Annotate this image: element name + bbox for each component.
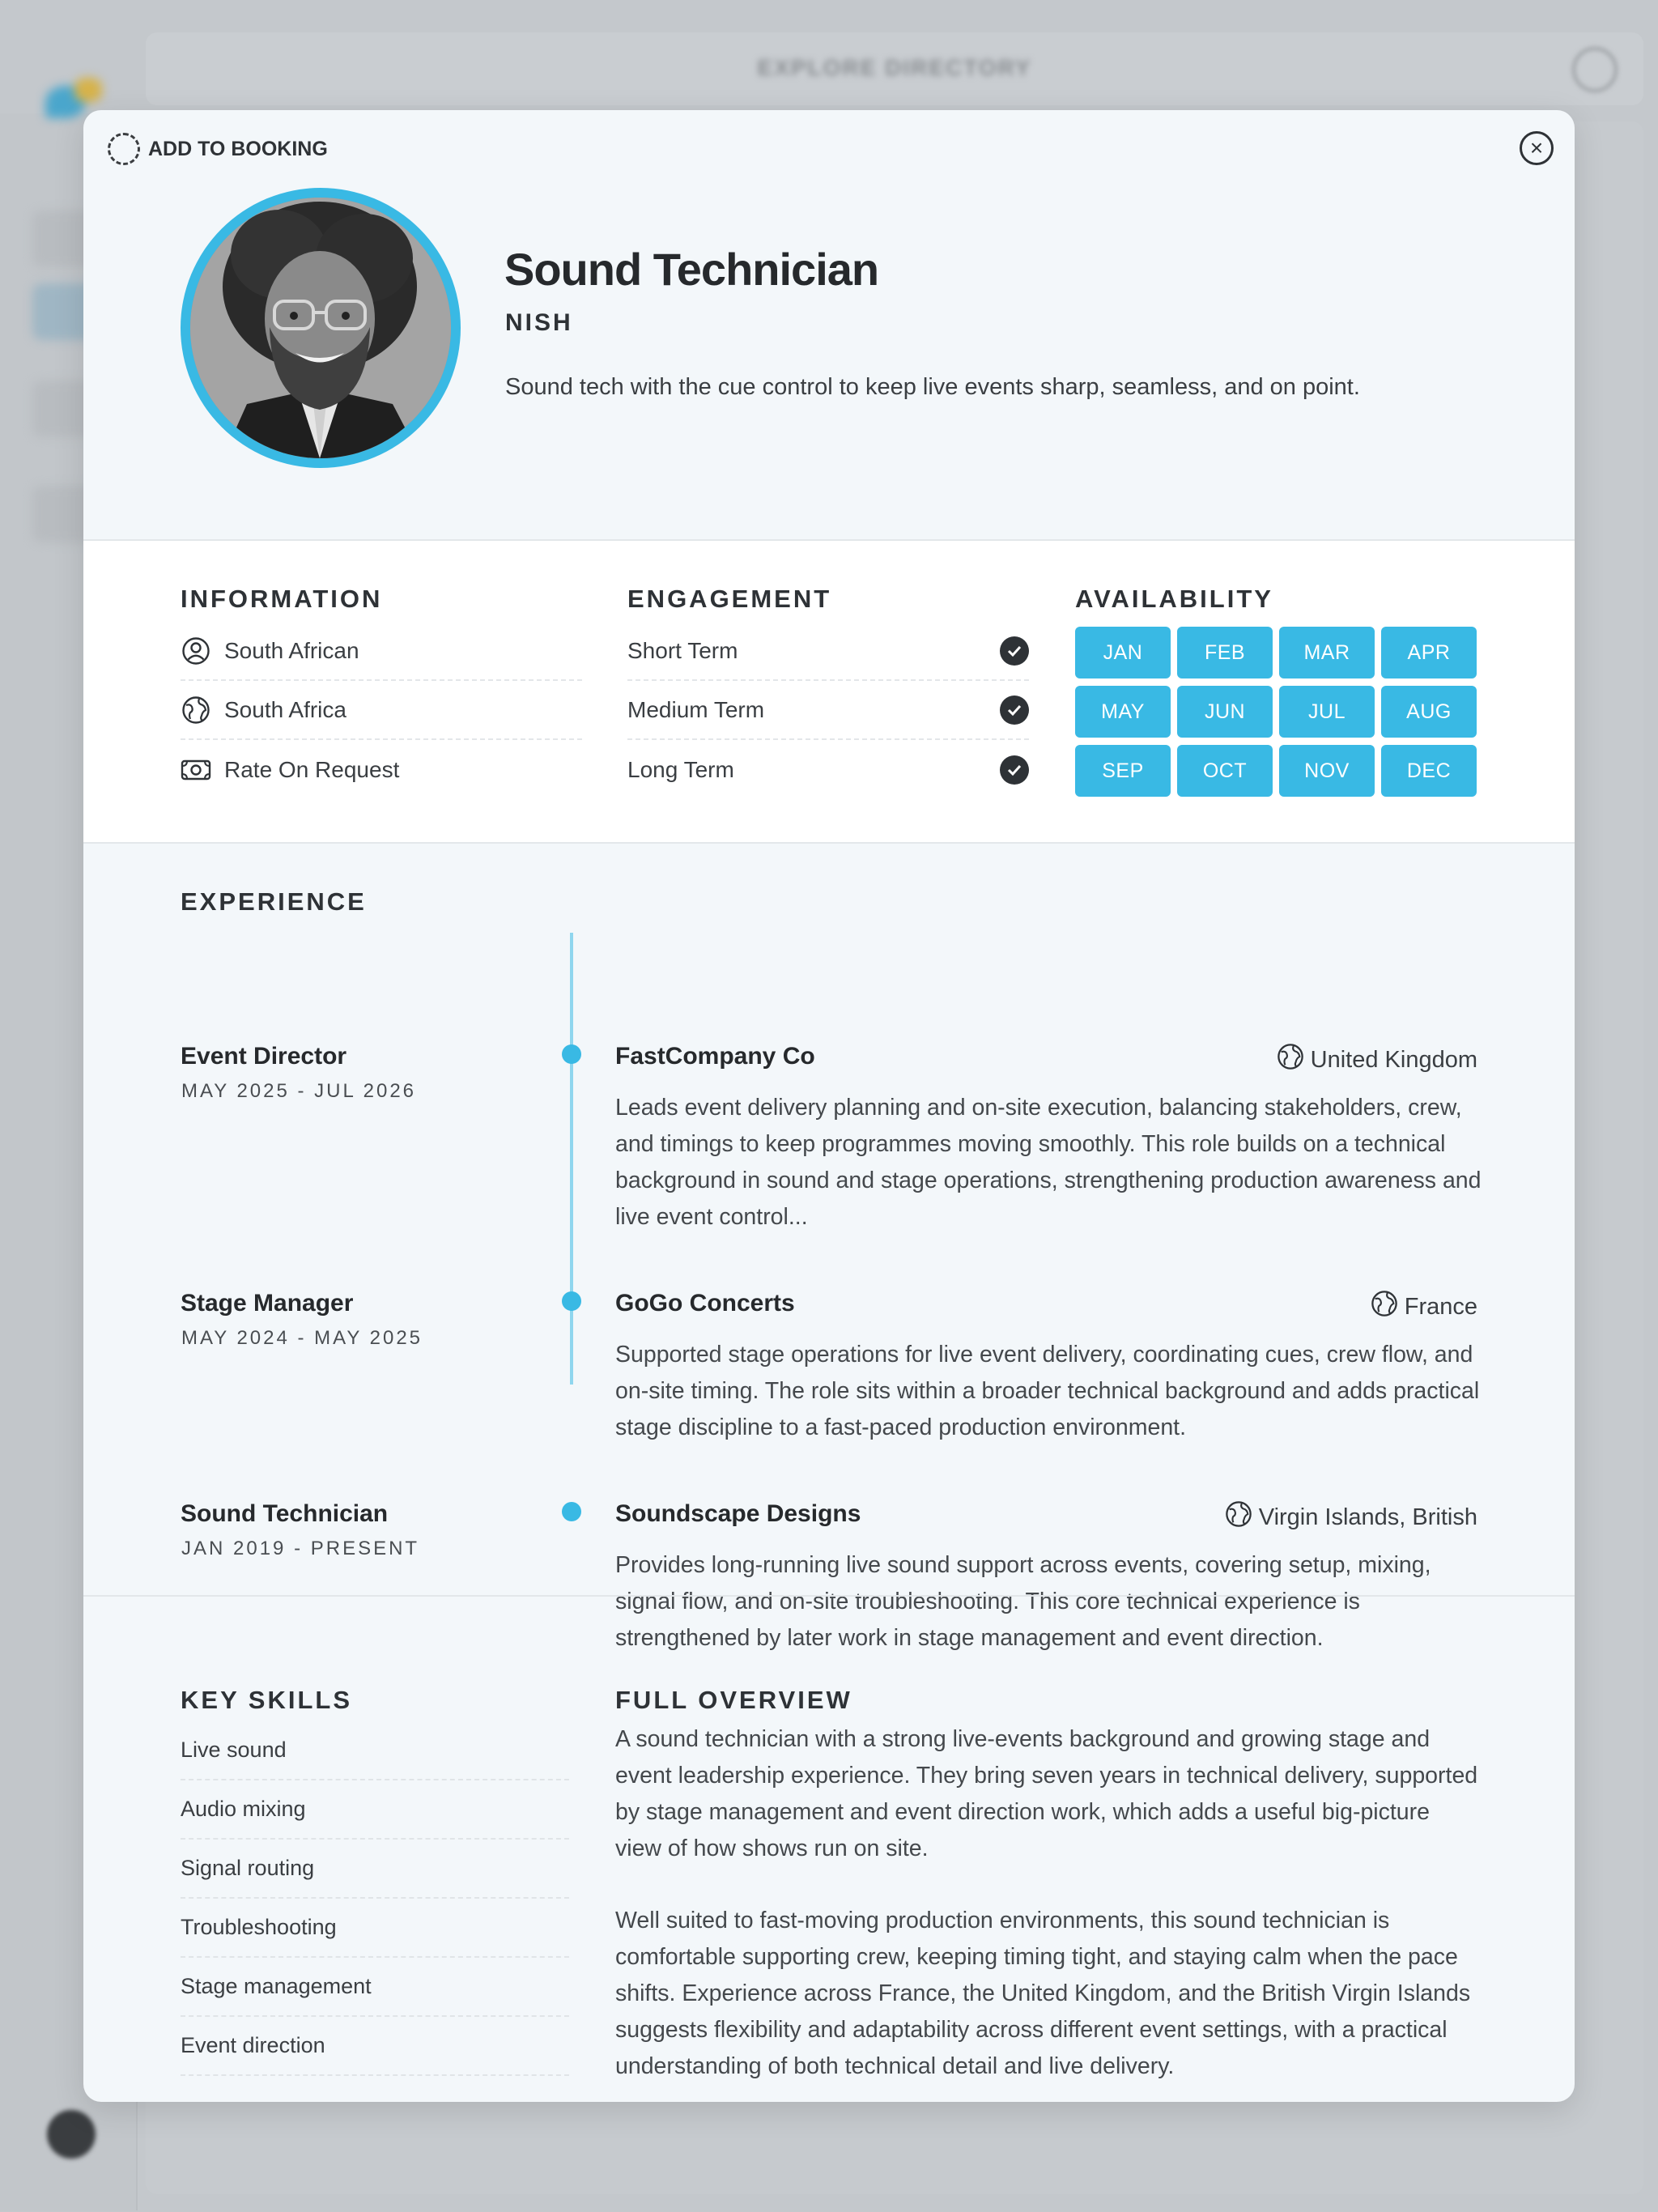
globe-icon [1371,1290,1398,1324]
cash-icon [181,755,211,785]
month-dec: DEC [1381,745,1477,797]
month-aug: AUG [1381,686,1477,738]
information-list [181,622,582,799]
engagement-label: Medium Term [627,696,765,722]
globe-icon [181,695,211,725]
month-may: MAY [1075,686,1171,738]
job-location [1277,1043,1477,1077]
user-avatar [47,2110,96,2159]
job-company: FastCompany Co [615,1043,815,1070]
month-jul: JUL [1279,686,1375,738]
skill-item: Live sound [181,1721,569,1780]
month-sep: SEP [1075,745,1171,797]
user-icon [181,636,211,666]
profile-tagline: Sound tech with the cue control to keep live events sharp, seamless, and on point. [505,374,1360,400]
skill-item: Audio mixing [181,1780,569,1840]
engagement-item [627,740,1029,799]
details-section [83,539,1575,844]
job-role: Sound Technician [181,1500,389,1527]
nationality-label: South African [224,637,359,663]
job-location-label: United Kingdom [1310,1046,1477,1073]
skill-item: Troubleshooting [181,1899,569,1958]
check-icon [1000,755,1029,785]
background-topbar [146,32,1643,105]
engagement-heading: ENGAGEMENT [627,585,832,613]
overview-paragraph: A sound technician with a strong live-events background and growing stage and event leadership experience. They bring seven years in technical delivery, supported by stage management and event direction work, which adds a useful big-picture view of how shows run on site. [615,1726,1478,1861]
full-overview-heading: FULL OVERVIEW [615,1686,852,1714]
profile-title: Sound Technician [504,244,879,295]
experience-heading: EXPERIENCE [181,887,367,916]
experience-section [83,845,1575,1651]
check-icon [1000,636,1029,666]
engagement-column [627,585,1029,799]
job-description: Provides long-running live sound support across events, covering setup, mixing, signal flow, and on-site troubleshooting. This core technical experience is strengthened by later work in stage management and event direction. [615,1552,1431,1651]
portrait-image [190,198,451,458]
account-avatar-icon [1572,47,1618,92]
job-role: Event Director [181,1043,347,1070]
month-mar: MAR [1279,627,1375,678]
month-jun: JUN [1177,686,1273,738]
information-column [181,585,582,799]
overview-paragraph: Well suited to fast-moving production environments, this sound technician is comfortable supporting crew, keeping timing tight, and staying calm when the pace shifts. Experience across France, the United Kingdom, and the British Virgin Islands suggests flexibility and adaptability across different event settings, with a practical understanding of both technical detail and live delivery. [615,1908,1471,2079]
availability-heading: AVAILABILITY [1075,585,1273,613]
profile-photo [181,188,461,468]
month-feb: FEB [1177,627,1273,678]
information-item [181,681,582,740]
month-nov: NOV [1279,745,1375,797]
job-location-label: Virgin Islands, British [1258,1504,1477,1530]
job-description: Supported stage operations for live event delivery, coordinating cues, crew flow, and on-site timing. The role sits within a broader technical background and adds practical stage discipline to a fast-paced production environment. [615,1342,1480,1440]
engagement-item [627,681,1029,740]
profile-name: NISH [505,309,573,336]
country-label: South Africa [224,696,346,722]
timeline-dot [562,1044,581,1064]
month-oct: OCT [1177,745,1273,797]
close-icon: × [1529,135,1544,160]
information-heading: INFORMATION [181,585,383,613]
timeline-line [570,933,573,1385]
job-dates: MAY 2025 - JUL 2026 [181,1080,417,1102]
job-company: Soundscape Designs [615,1500,861,1527]
skills-overview-section [83,1595,1575,2102]
job-role: Stage Manager [181,1290,354,1317]
add-to-booking-button[interactable] [108,133,328,165]
skill-item: Event direction [181,2017,569,2076]
skill-item: Stage management [181,1958,569,2017]
engagement-item [627,622,1029,681]
skill-item: Signal routing [181,1840,569,1899]
job-dates: JAN 2019 - PRESENT [181,1538,420,1559]
engagement-label: Short Term [627,637,738,663]
job-description: Leads event delivery planning and on-site execution, balancing stakeholders, crew, and timings to keep programmes moving smoothly. This role builds on a technical background in sound and stage operations, strengthening production awareness and live event control... [615,1095,1482,1230]
job-location-label: France [1404,1293,1477,1320]
engagement-label: Long Term [627,756,734,782]
timeline-dot [562,1502,581,1521]
key-skills [181,1686,569,2076]
globe-icon [1225,1500,1252,1534]
information-item [181,622,582,681]
check-icon [1000,696,1029,725]
month-jan: JAN [1075,627,1171,678]
dashed-circle-icon [108,133,140,165]
job-location [1225,1500,1477,1534]
job-dates: MAY 2024 - MAY 2025 [181,1327,423,1349]
timeline-dot [562,1291,581,1311]
information-item [181,740,582,799]
rate-label: Rate On Request [224,756,400,782]
availability-column [1075,585,1480,797]
month-grid [1075,627,1480,797]
close-button[interactable] [1520,131,1554,165]
job-company: GoGo Concerts [615,1290,795,1317]
full-overview [615,1686,1482,2085]
background-title: EXPLORE DIRECTORY [757,55,1032,80]
profile-modal [83,110,1575,2102]
globe-icon [1277,1043,1304,1077]
key-skills-heading: KEY SKILLS [181,1686,353,1714]
job-location [1371,1290,1477,1324]
month-apr: APR [1381,627,1477,678]
add-to-booking-label: ADD TO BOOKING [148,137,328,160]
engagement-list [627,622,1029,799]
